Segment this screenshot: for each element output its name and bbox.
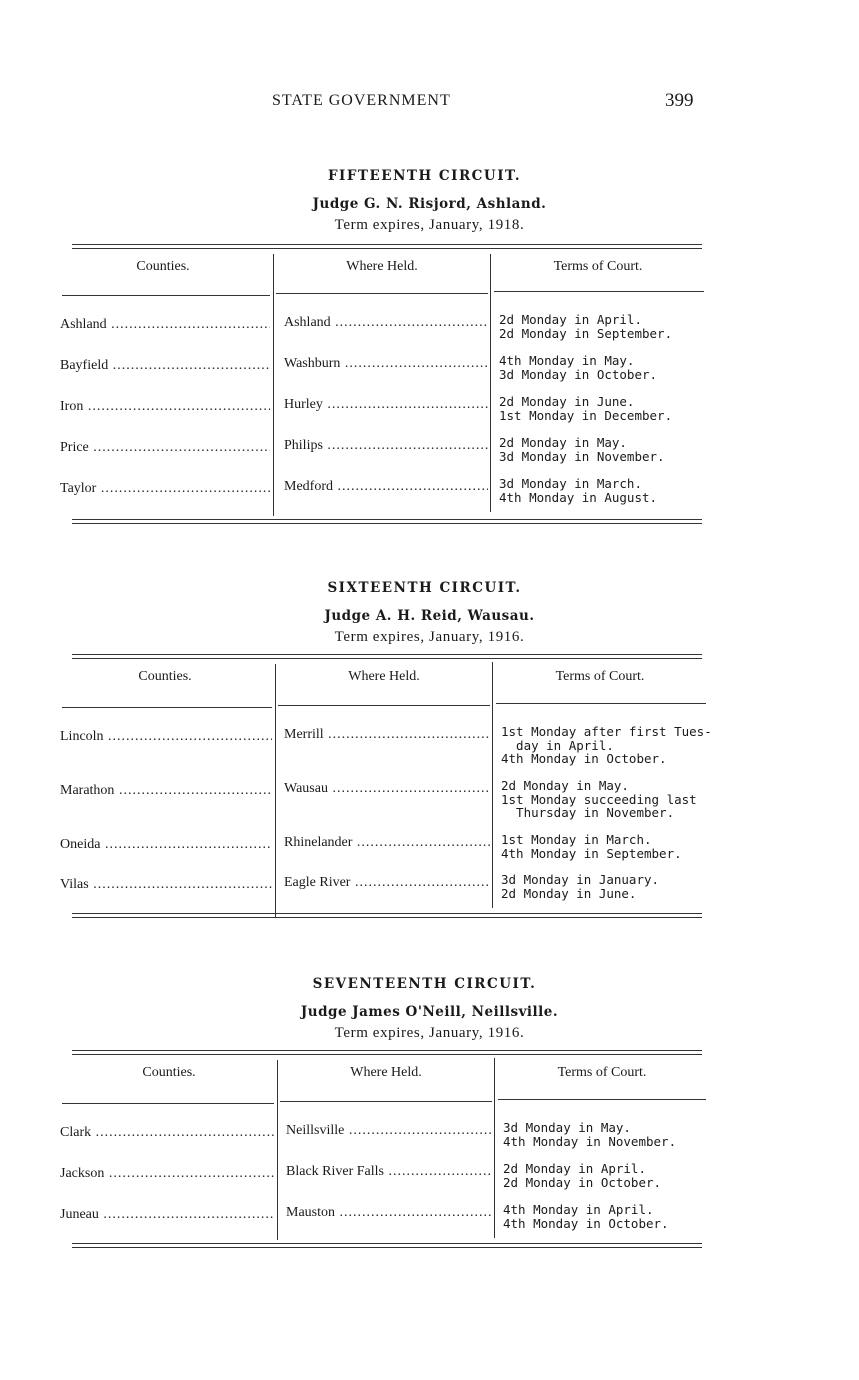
term-line: 4th Monday in April. bbox=[503, 1202, 654, 1217]
term-line: 3d Monday in October. bbox=[499, 366, 658, 382]
county-cell: Clark ..... bbox=[60, 1125, 274, 1141]
where-held-cell: Rhinelander ..... bbox=[284, 835, 490, 851]
table-header bbox=[58, 1055, 704, 1103]
term-line: 3d Monday in January. bbox=[501, 872, 660, 887]
judge-line: Judge James O'Neill, Neillsville. bbox=[300, 1004, 559, 1020]
terms-cell bbox=[501, 725, 712, 766]
terms-cell bbox=[499, 395, 672, 422]
page-header bbox=[0, 88, 859, 118]
county-cell: Jackson ..... bbox=[60, 1166, 274, 1182]
terms-cell bbox=[501, 779, 697, 820]
term-line: 2d Monday in June. bbox=[499, 394, 635, 409]
circuit-title: SEVENTEENTH CIRCUIT. bbox=[312, 976, 537, 992]
table-header bbox=[58, 659, 704, 707]
circuit-table bbox=[58, 244, 704, 524]
county-cell: Marathon ..... bbox=[60, 783, 272, 799]
where-held-cell: Merrill ..... bbox=[284, 727, 490, 743]
table-bottom-rule bbox=[72, 1243, 702, 1248]
table-body bbox=[58, 1103, 704, 1243]
county-cell: Bayfield ..... bbox=[60, 358, 270, 374]
term-line: 2d Monday in October. bbox=[503, 1174, 662, 1190]
county-cell: Juneau ..... bbox=[60, 1207, 274, 1223]
terms-cell bbox=[499, 477, 657, 504]
county-cell: Lincoln ..... bbox=[60, 729, 272, 745]
table-bottom-rule bbox=[72, 519, 702, 524]
col-where-held: Where Held. bbox=[348, 669, 420, 684]
table-header bbox=[58, 249, 704, 297]
where-held-cell: Washburn ..... bbox=[284, 356, 488, 372]
term-line: 2d Monday in April. bbox=[503, 1161, 646, 1176]
circuit-title: SIXTEENTH CIRCUIT. bbox=[327, 580, 522, 596]
term-line: 1st Monday in March. bbox=[501, 832, 652, 847]
term-line: 4th Monday in September. bbox=[501, 845, 682, 861]
header-underline bbox=[280, 1101, 492, 1102]
term-line: 3d Monday in March. bbox=[499, 476, 642, 491]
circuit-15 bbox=[0, 168, 859, 524]
judge-line: Judge A. H. Reid, Wausau. bbox=[324, 608, 535, 624]
judge-line: Judge G. N. Risjord, Ashland. bbox=[312, 196, 547, 212]
term-line: 4th Monday in May. bbox=[499, 353, 635, 368]
circuit-table bbox=[58, 1050, 704, 1248]
where-held-cell: Neillsville ..... bbox=[286, 1123, 492, 1139]
table-body bbox=[58, 707, 712, 913]
term-line: 4th Monday in August. bbox=[499, 489, 658, 505]
county-cell: Taylor ..... bbox=[60, 481, 270, 497]
terms-cell bbox=[501, 873, 659, 900]
term-line: 1st Monday in December. bbox=[499, 407, 673, 423]
where-held-cell: Mauston ..... bbox=[286, 1205, 492, 1221]
terms-cell bbox=[499, 313, 672, 340]
header-underline bbox=[494, 291, 704, 292]
header-underline bbox=[62, 295, 270, 296]
terms-cell bbox=[501, 833, 682, 860]
term-line: 2d Monday in May. bbox=[501, 778, 629, 793]
circuit-16 bbox=[0, 580, 859, 918]
county-cell: Ashland ..... bbox=[60, 317, 270, 333]
col-where-held: Where Held. bbox=[346, 259, 418, 274]
terms-cell bbox=[503, 1162, 661, 1189]
county-cell: Price ..... bbox=[60, 440, 270, 456]
terms-cell bbox=[499, 436, 665, 463]
county-cell: Vilas ..... bbox=[60, 877, 272, 893]
term-line: day in April. bbox=[501, 737, 614, 753]
header-underline bbox=[498, 1099, 706, 1100]
page-number: 399 bbox=[665, 90, 694, 111]
col-counties: Counties. bbox=[138, 669, 192, 684]
term-line: 1st Monday succeeding last bbox=[501, 791, 697, 807]
terms-cell bbox=[499, 354, 657, 381]
circuit-17 bbox=[0, 976, 859, 1248]
running-title: STATE GOVERNMENT bbox=[272, 92, 451, 109]
col-terms: Terms of Court. bbox=[555, 669, 645, 684]
term-line: 4th Monday in October. bbox=[501, 751, 667, 766]
term-line: 2d Monday in September. bbox=[499, 325, 673, 341]
term-line: 2d Monday in April. bbox=[499, 312, 642, 327]
where-held-cell: Eagle River ..... bbox=[284, 875, 490, 891]
where-held-cell: Black River Falls ..... bbox=[286, 1164, 492, 1180]
col-where-held: Where Held. bbox=[350, 1065, 422, 1080]
where-held-cell: Medford ..... bbox=[284, 479, 488, 495]
where-held-cell: Philips ..... bbox=[284, 438, 488, 454]
col-terms: Terms of Court. bbox=[557, 1065, 647, 1080]
col-counties: Counties. bbox=[136, 259, 190, 274]
header-underline bbox=[276, 293, 488, 294]
term-expires: Term expires, January, 1916. bbox=[334, 629, 525, 645]
terms-cell bbox=[503, 1121, 676, 1148]
table-body bbox=[58, 297, 704, 519]
col-terms: Terms of Court. bbox=[553, 259, 643, 274]
term-expires: Term expires, January, 1916. bbox=[334, 1025, 525, 1041]
term-line: 3d Monday in November. bbox=[499, 448, 665, 464]
term-line: Thursday in November. bbox=[501, 805, 675, 820]
term-line: 4th Monday in October. bbox=[503, 1215, 669, 1231]
table-bottom-rule bbox=[72, 913, 702, 918]
col-counties: Counties. bbox=[142, 1065, 196, 1080]
term-expires: Term expires, January, 1918. bbox=[334, 217, 525, 233]
where-held-cell: Hurley ..... bbox=[284, 397, 488, 413]
term-line: 3d Monday in May. bbox=[503, 1120, 631, 1135]
circuit-table bbox=[58, 654, 712, 918]
county-cell: Oneida ..... bbox=[60, 837, 272, 853]
terms-cell bbox=[503, 1203, 669, 1230]
county-cell: Iron ..... bbox=[60, 399, 270, 415]
header-underline bbox=[496, 703, 706, 704]
term-line: 4th Monday in November. bbox=[503, 1133, 677, 1149]
circuit-title: FIFTEENTH CIRCUIT. bbox=[327, 168, 522, 184]
term-line: 1st Monday after first Tues- bbox=[501, 724, 712, 739]
where-held-cell: Ashland ..... bbox=[284, 315, 488, 331]
term-line: 2d Monday in May. bbox=[499, 435, 627, 450]
header-underline bbox=[278, 705, 490, 706]
where-held-cell: Wausau ..... bbox=[284, 781, 490, 797]
term-line: 2d Monday in June. bbox=[501, 885, 637, 901]
